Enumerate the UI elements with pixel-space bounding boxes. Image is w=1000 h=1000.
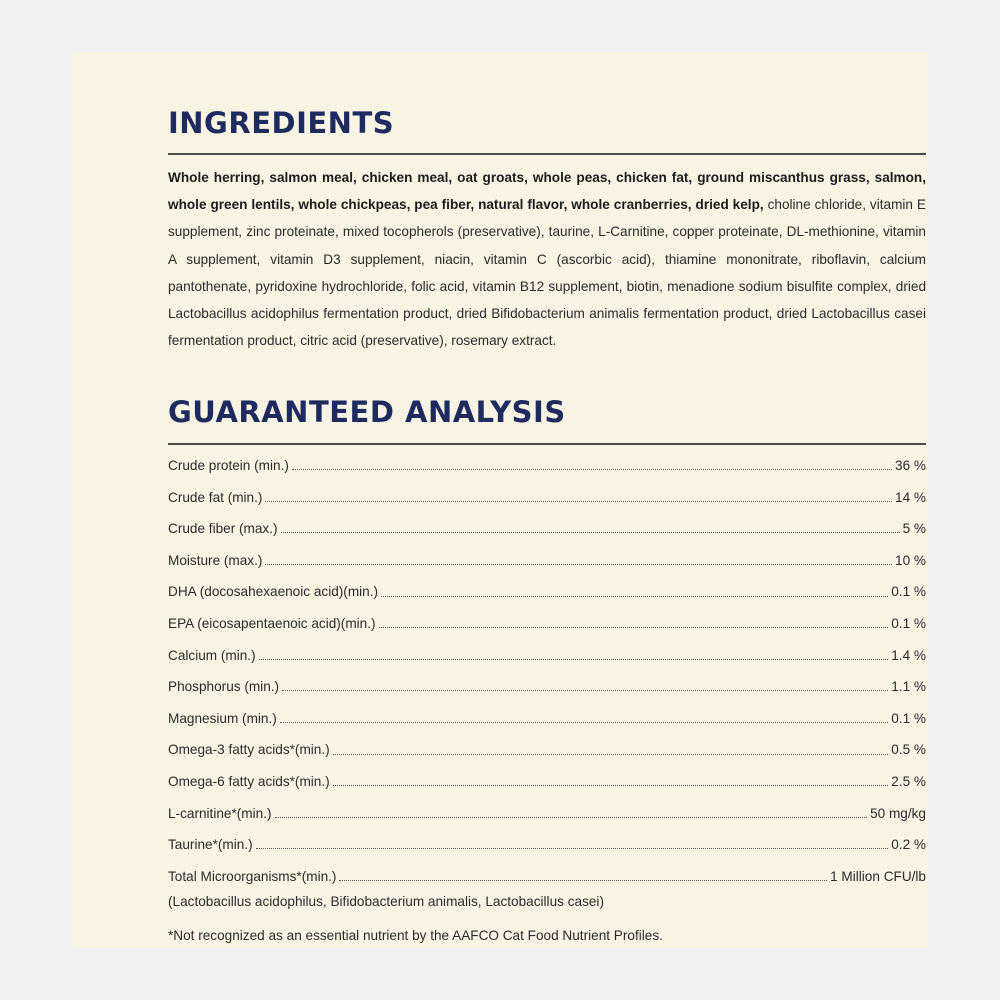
leader-dots (259, 659, 889, 660)
analysis-value: 1 Million CFU/lb (830, 868, 926, 884)
analysis-value: 1.1 % (891, 679, 926, 695)
analysis-value: 2.5 % (891, 773, 926, 789)
ingredients-main-text: Whole herring, salmon meal, chicken meal, oat groats, whole peas, chicken fat, ground miscanthus grass, salmon, whole green lentils, whole chickpeas, pea fiber, natural flavor, whole cranberries, dried kelp, (168, 170, 926, 213)
analysis-value: 0.1 % (891, 584, 926, 600)
label-panel (72, 52, 928, 948)
analysis-row-omega-6 (168, 766, 926, 798)
analysis-label: Magnesium (min.) (168, 710, 277, 726)
ingredients-heading: INGREDIENTS (168, 106, 395, 140)
analysis-row-calcium (168, 640, 926, 672)
analysis-label: Omega-3 fatty acids*(min.) (168, 742, 330, 758)
analysis-value: 5 % (902, 521, 926, 537)
analysis-row-taurine (168, 829, 926, 861)
analysis-value: 1.4 % (891, 647, 926, 663)
analysis-value: 0.5 % (891, 742, 926, 758)
analysis-value: 0.1 % (891, 615, 926, 631)
ingredients-divider (168, 153, 926, 155)
analysis-row-l-carnitine (168, 798, 926, 830)
leader-dots (381, 596, 888, 597)
leader-dots (333, 754, 889, 755)
analysis-row-magnesium (168, 703, 926, 735)
analysis-label: Calcium (min.) (168, 647, 256, 663)
analysis-label: Taurine*(min.) (168, 837, 253, 853)
analysis-divider (168, 443, 926, 445)
analysis-value: 50 mg/kg (870, 805, 926, 821)
leader-dots (282, 690, 888, 691)
analysis-row-crude-fiber (168, 513, 926, 545)
analysis-label: Total Microorganisms*(min.) (168, 868, 337, 884)
analysis-value: 14 % (895, 489, 926, 505)
analysis-label: Crude fat (min.) (168, 489, 263, 505)
analysis-value: 0.2 % (891, 837, 926, 853)
analysis-row-dha (168, 576, 926, 608)
leader-dots (333, 785, 889, 786)
leader-dots (292, 469, 892, 470)
leader-dots (280, 722, 888, 723)
leader-dots (265, 501, 892, 502)
leader-dots (281, 532, 900, 533)
leader-dots (265, 564, 892, 565)
leader-dots (275, 817, 868, 818)
analysis-label: Crude protein (min.) (168, 458, 289, 473)
leader-dots (379, 627, 889, 628)
analysis-value: 0.1 % (891, 710, 926, 726)
analysis-table (168, 450, 926, 892)
analysis-label: Omega-6 fatty acids*(min.) (168, 773, 330, 789)
analysis-value: 10 % (895, 552, 926, 568)
ingredients-supplement-text: choline chloride, vitamin E supplement, zinc proteinate, mixed tocopherols (preservative), taurine, L-Carnitine, copper proteinate, DL-methionine, vitamin A supplement, vitamin D3 supplement, niacin, vitamin C (ascorbic acid), thiamine mononitrate, riboflavin, calcium pantothenate, pyridoxine hydrochloride, folic acid, vitamin B12 supplement, biotin, menadione sodium bisulfite complex, dried Lactobacillus acidophilus fermentation product, dried Bifidobacterium animalis fermentation product, dried Lactobacillus casei fermentation product, citric acid (preservative), rosemary extract. (168, 197, 926, 349)
analysis-label: L-carnitine*(min.) (168, 805, 272, 821)
analysis-label: DHA (docosahexaenoic acid)(min.) (168, 584, 379, 600)
microorganisms-note: (Lactobacillus acidophilus, Bifidobacterium animalis, Lactobacillus casei) (168, 894, 604, 909)
analysis-row-epa (168, 608, 926, 640)
analysis-row-total-microorganisms (168, 861, 926, 893)
analysis-row-moisture (168, 545, 926, 577)
aafco-footnote: *Not recognized as an essential nutrient by the AAFCO Cat Food Nutrient Profiles. (168, 928, 663, 943)
analysis-heading: GUARANTEED ANALYSIS (168, 395, 566, 429)
ingredients-list (168, 164, 926, 354)
analysis-label: EPA (eicosapentaenoic acid)(min.) (168, 615, 376, 631)
analysis-row-phosphorus (168, 671, 926, 703)
leader-dots (339, 880, 827, 881)
analysis-row-crude-fat (168, 482, 926, 514)
leader-dots (256, 848, 889, 849)
analysis-label: Crude fiber (max.) (168, 521, 278, 537)
analysis-label: Phosphorus (min.) (168, 679, 280, 695)
analysis-row-omega-3 (168, 734, 926, 766)
analysis-row-crude-protein (168, 450, 926, 482)
analysis-value: 36 % (895, 458, 926, 473)
analysis-label: Moisture (max.) (168, 552, 263, 568)
